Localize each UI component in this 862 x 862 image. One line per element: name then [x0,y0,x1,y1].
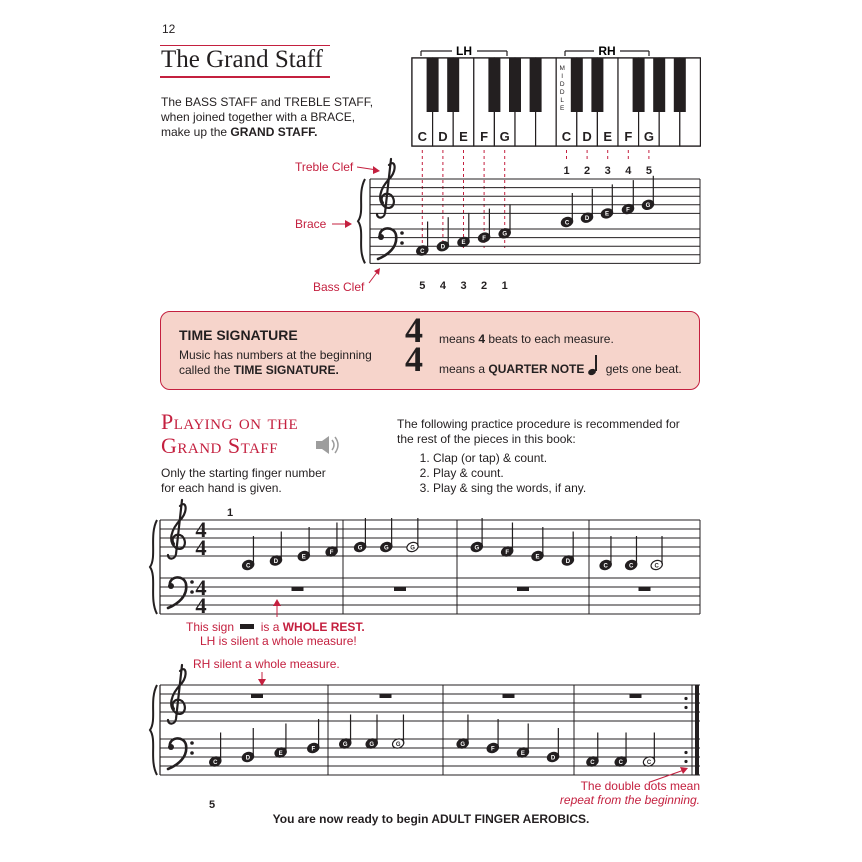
whole-rest [639,587,651,591]
section-title [161,410,298,458]
ts-meaning-1 [439,332,614,346]
lh-silent-note: LH is silent a whole measure! [200,634,357,648]
ts-m1-prefix: means [439,332,479,346]
note-letter: D [245,755,251,762]
key-letter: D [438,129,448,144]
note-letter: C [213,759,218,766]
ts-body-prefix: Music has numbers at the beginning called the [179,348,372,377]
lh-bracket [421,44,507,58]
black-key [591,58,603,112]
note-letter: F [482,235,486,242]
intro-line-3-prefix: make up the [161,125,231,139]
whole-rest [630,694,642,698]
key-letter: C [561,129,572,144]
key-guide-lines [422,150,649,248]
note-letter: C [603,563,608,570]
whole-rest-suffix: is a [257,620,283,634]
note-letter: G [357,545,363,552]
note-letter: D [550,755,556,762]
middle-label-letter: M [559,65,565,72]
black-key [674,58,686,112]
black-key [653,58,665,112]
repeat-dot [684,697,687,700]
procedure-step: 2. Play & count. [433,466,697,481]
ts-m1-suffix: beats to each measure. [485,332,614,346]
note-letter: G [383,545,389,552]
time-signature-numeral: 4 [195,517,207,542]
grand-staff-example [358,159,700,292]
rh-finger-numbers [563,165,652,177]
repeat-note: repeat from the beginning. [559,793,700,807]
note-letter: G [645,203,651,210]
note-letter: F [505,549,509,556]
rh-finger-number: 2 [584,165,591,177]
key-letter: G [499,129,510,144]
time-signature-title: TIME SIGNATURE [179,327,298,343]
note-letter: D [273,558,279,565]
whole-rest [394,587,406,591]
middle-label-letter: D [559,89,565,96]
procedure-step: 1. Clap (or tap) & count. [433,451,697,466]
ts-m2-bold: QUARTER NOTE [488,362,585,376]
note-letter: G [502,231,508,238]
whole-rest-bold: WHOLE REST. [282,620,365,634]
note-letter: E [301,554,306,561]
brace [358,179,365,263]
ts-m1-bold: 4 [478,332,486,346]
whole-rest-prefix: This sign [186,620,238,634]
piano-keyboard [412,58,700,146]
ts-m2-prefix: means a [439,362,489,376]
ts-numeral-bottom: 4 [405,339,423,379]
time-signature-numeral: 4 [195,575,207,600]
bass-clef-icon [168,738,194,769]
note-letter: G [369,741,375,748]
note-letter: C [245,563,251,570]
black-key [633,58,645,112]
whole-rest [380,694,392,698]
bass-clef-icon [168,577,194,608]
bass-clef-label: Bass Clef [313,280,365,294]
middle-label-letter: I [561,73,564,80]
page-number: 12 [162,22,176,36]
finger-note: Only the starting finger number for each hand is given. [161,466,326,495]
note-letter: E [535,554,540,561]
note-letter: E [461,240,466,247]
note-letter: F [490,746,495,753]
note-letter: C [618,759,623,766]
section-title-line-1: Playing on the [161,409,299,434]
procedure-step: 3. Play & sing the words, if any. [433,481,697,496]
rh-silent-note: RH silent a whole measure. [193,657,340,671]
middle-label-letter: D [559,81,565,88]
repeat-dot [684,706,687,709]
music-system-1 [150,500,700,618]
key-letter: F [624,129,633,144]
key-letter: D [582,129,592,144]
whole-rest-icon [240,624,254,629]
black-key [488,58,500,112]
note-letter: C [654,563,659,570]
time-signature-numeral: 4 [195,593,207,618]
whole-rest [251,694,263,698]
brace-label: Brace [295,217,327,231]
intro-line-3-bold: GRAND STAFF. [230,125,318,139]
whole-rest [292,587,304,591]
note-letter: G [342,741,348,748]
time-signature-body [179,348,389,378]
whole-rest [503,694,515,698]
whole-rest [517,587,529,591]
key-letter: C [417,129,427,144]
page-title: The Grand Staff [161,46,323,73]
rh-finger-number: 3 [604,165,611,177]
note-letter: E [604,211,610,218]
final-bar [695,685,699,775]
note-letter: D [440,244,446,251]
rh-finger-number: 5 [645,165,652,177]
section-title-line-2: Grand Staff [161,433,279,458]
rh-label: RH [598,44,616,58]
ts-numeral-top: 4 [405,310,423,350]
note-letter: G [410,545,415,552]
repeat-dot [684,751,687,754]
note-letter: C [590,759,595,766]
note-letter: C [564,220,570,227]
footer-text: You are now ready to begin ADULT FINGER AEROBICS. [272,812,590,826]
procedure-steps [397,451,697,496]
brace [150,520,157,614]
note-letter: C [420,248,425,255]
brace [150,685,157,775]
note-letter: G [395,741,401,748]
key-letter: G [643,129,654,144]
speaker-icon[interactable] [316,436,338,454]
ts-body-bold: TIME SIGNATURE. [233,363,339,377]
black-key [447,58,459,112]
middle-label-letter: E [560,105,565,112]
note-letter: F [626,207,630,214]
black-key [530,58,542,112]
note-letter: G [460,741,465,748]
intro-line-2: when joined together with a BRACE, [161,110,356,124]
treble-clef-icon [377,159,395,218]
key-letter: E [459,129,468,144]
note-letter: C [629,563,634,570]
lh-finger-number: 3 [460,280,467,292]
intro-line-1: The BASS STAFF and TREBLE STAFF, [161,95,374,109]
lh-label: LH [456,44,472,58]
black-key [427,58,439,112]
time-signature-numeral: 4 [195,535,207,560]
note-letter: D [584,216,590,222]
lh-finger-number: 5 [419,280,426,292]
black-key [509,58,521,112]
lh-finger-number: 4 [439,280,446,292]
procedure-intro: The following practice procedure is recommended for the rest of the pieces in this book: [397,417,680,446]
rh-finger-number: 4 [625,165,632,177]
start-finger-number: 5 [208,799,216,811]
lh-finger-number: 2 [481,280,488,292]
note-letter: E [520,750,525,757]
note-letter: F [311,746,316,753]
lh-finger-number: 1 [501,280,508,292]
middle-label-letter: L [560,97,565,104]
note-letter: F [329,549,334,556]
rh-finger-number: 1 [563,165,570,177]
key-letter: F [480,129,489,144]
note-letter: D [565,558,571,565]
rh-bracket [565,44,649,58]
ts-meaning-2 [439,361,682,376]
time-signature-numerals [405,310,423,379]
treble-clef-label: Treble Clef [295,160,354,174]
whole-rest-note [186,620,365,634]
ts-m2-suffix: gets one beat. [602,362,682,376]
repeat-dot [684,760,687,763]
start-finger-number: 1 [226,507,234,519]
note-letter: C [646,759,652,766]
practice-procedure [397,417,697,496]
key-letter: E [603,129,613,144]
quarter-note-icon [584,361,602,375]
double-dots-note: The double dots mean [580,779,700,793]
note-letter: E [278,750,283,757]
note-letter: G [474,545,480,552]
black-key [571,58,583,112]
